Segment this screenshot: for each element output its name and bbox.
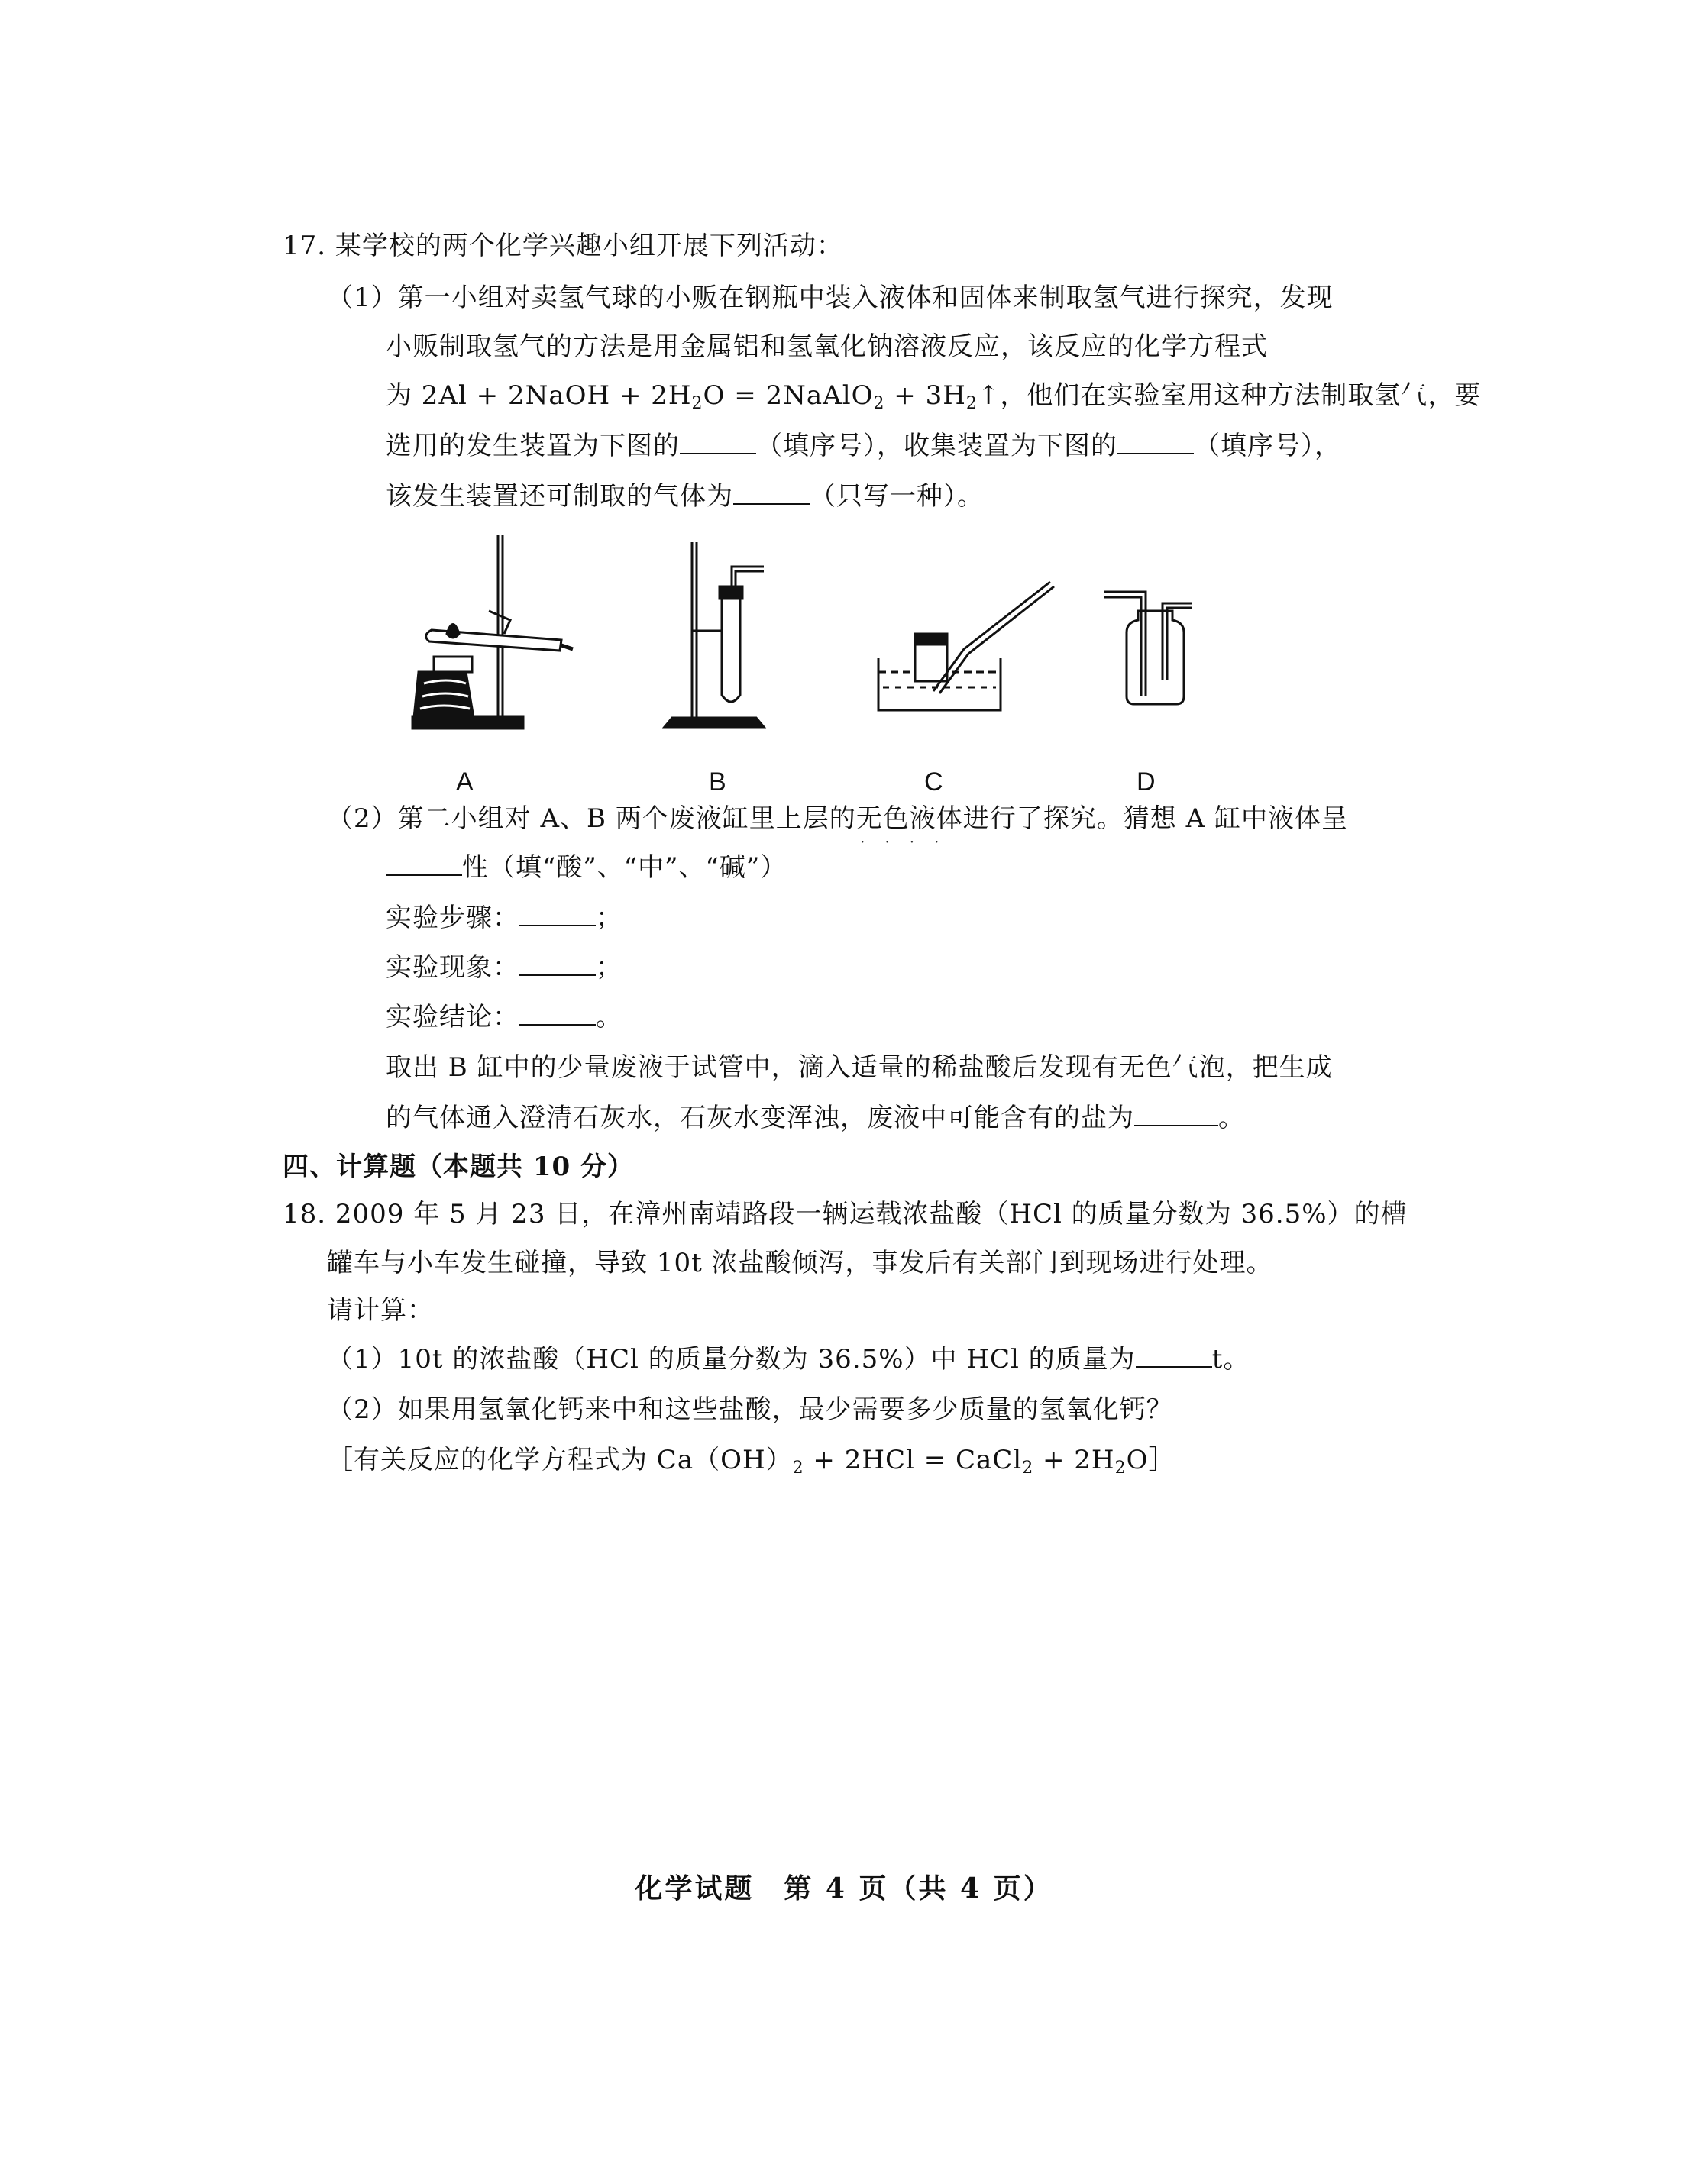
q18-sub2: （2）如果用氢氧化钙来中和这些盐酸，最少需要多少质量的氢氧化钙？ — [327, 1394, 1173, 1425]
text: 选用的发生装置为下图的 — [386, 431, 680, 461]
subscript: 2 — [1114, 1459, 1127, 1478]
equation-part: O = 2NaAlO — [703, 380, 874, 411]
text: 该发生装置还可制取的气体为 — [386, 481, 733, 512]
q18-sub1 — [327, 1342, 1250, 1376]
q18-line1: 18. 2009 年 5 月 23 日，在漳州南靖路段一辆运载浓盐酸（HCl 的质量分数为 36.5%）的槽 — [283, 1199, 1408, 1229]
punct: ； — [596, 903, 622, 933]
q18-line2: 罐车与小车发生碰撞，导致 10t 浓盐酸倾泻，事发后有关部门到现场进行处理。 — [327, 1248, 1273, 1278]
text: （填序号）， — [1194, 431, 1341, 461]
q18-line3: 请计算： — [327, 1295, 434, 1326]
q17-part2-line6: 取出 B 缸中的少量废液于试管中，滴入适量的稀盐酸后发现有无色气泡，把生成 — [386, 1052, 1333, 1083]
text: （只写一种）。 — [810, 481, 984, 512]
answer-blank-steps[interactable] — [519, 902, 596, 926]
q17-experiment-conclusion — [386, 1000, 622, 1034]
punct: ； — [596, 952, 622, 983]
apparatus-c-water-trough — [878, 582, 1054, 710]
q17-experiment-steps — [386, 901, 622, 935]
text: 的气体通入澄清石灰水，石灰水变浑浊，废液中可能含有的盐为 — [386, 1103, 1134, 1133]
answer-blank-phenomenon[interactable] — [519, 951, 596, 976]
equation-part: ［有关反应的化学方程式为 Ca（OH） — [327, 1445, 793, 1475]
text: （2）第二小组对 A、B 两个废液缸里上层的 — [327, 803, 856, 834]
equation-part: + 2HCl = CaCl — [804, 1445, 1023, 1475]
equation-part: + 3H — [884, 380, 966, 411]
answer-blank-conclusion[interactable] — [519, 1001, 596, 1026]
emphasized-text — [855, 803, 963, 851]
answer-blank-salt[interactable] — [1134, 1102, 1218, 1126]
subscript: 2 — [792, 1459, 804, 1478]
text: 性（填“酸”、“中”、“碱”） — [462, 852, 787, 883]
q17-title: 17. 某学校的两个化学兴趣小组开展下列活动： — [283, 231, 843, 261]
apparatus-label-a: A — [456, 767, 474, 796]
text: （1）10t 的浓盐酸（HCl 的质量分数为 36.5%）中 HCl 的质量为 — [327, 1344, 1136, 1375]
unit: t。 — [1211, 1344, 1250, 1375]
apparatus-d-gas-bottle — [1104, 592, 1192, 704]
apparatus-label-b: B — [709, 767, 726, 796]
q17-part2-line2 — [386, 851, 787, 884]
q18-equation — [327, 1443, 1175, 1477]
equation-part: O］ — [1126, 1445, 1175, 1475]
label: 实验步骤： — [386, 903, 519, 933]
punct: 。 — [596, 1002, 622, 1032]
q17-part1-line1: （1）第一小组对卖氢气球的小贩在钢瓶中装入液体和固体来制取氢气进行探究，发现 — [327, 283, 1334, 313]
apparatus-label-d: D — [1137, 767, 1156, 796]
label: 实验结论： — [386, 1002, 519, 1032]
q17-part1-line2: 小贩制取氢气的方法是用金属铝和氢氧化钠溶液反应，该反应的化学方程式 — [386, 331, 1268, 362]
label: 实验现象： — [386, 952, 519, 983]
text: （填序号），收集装置为下图的 — [756, 431, 1117, 461]
answer-blank-acidity[interactable] — [386, 851, 462, 876]
page-footer: 化学试题 第 4 页（共 4 页） — [635, 1872, 1053, 1905]
q17-part2-line7 — [386, 1101, 1245, 1135]
apparatus-label-c: C — [924, 767, 943, 796]
equation-part: 为 2Al + 2NaOH + 2H — [386, 380, 692, 411]
q17-part2-line1 — [327, 802, 1348, 851]
punct: 。 — [1218, 1103, 1245, 1133]
subscript: 2 — [1022, 1459, 1034, 1478]
section-4-title: 四、计算题（本题共 10 分） — [283, 1152, 634, 1182]
q17-experiment-phenomenon — [386, 951, 622, 984]
answer-blank-hcl-mass[interactable] — [1136, 1343, 1212, 1368]
subscript: 2 — [873, 394, 885, 413]
emphasis-dots: ···· — [860, 832, 959, 851]
emphasis-words: 无色液体 — [855, 803, 963, 834]
subscript: 2 — [965, 394, 978, 413]
equation-part: ↑，他们在实验室用这种方法制取氢气，要 — [977, 380, 1482, 411]
subscript: 2 — [691, 394, 703, 413]
apparatus-b-test-tube — [665, 542, 764, 727]
text: 进行了探究。猜想 A 缸中液体呈 — [962, 803, 1348, 834]
equation-part: + 2H — [1033, 1445, 1115, 1475]
apparatus-a-heating — [412, 535, 573, 729]
